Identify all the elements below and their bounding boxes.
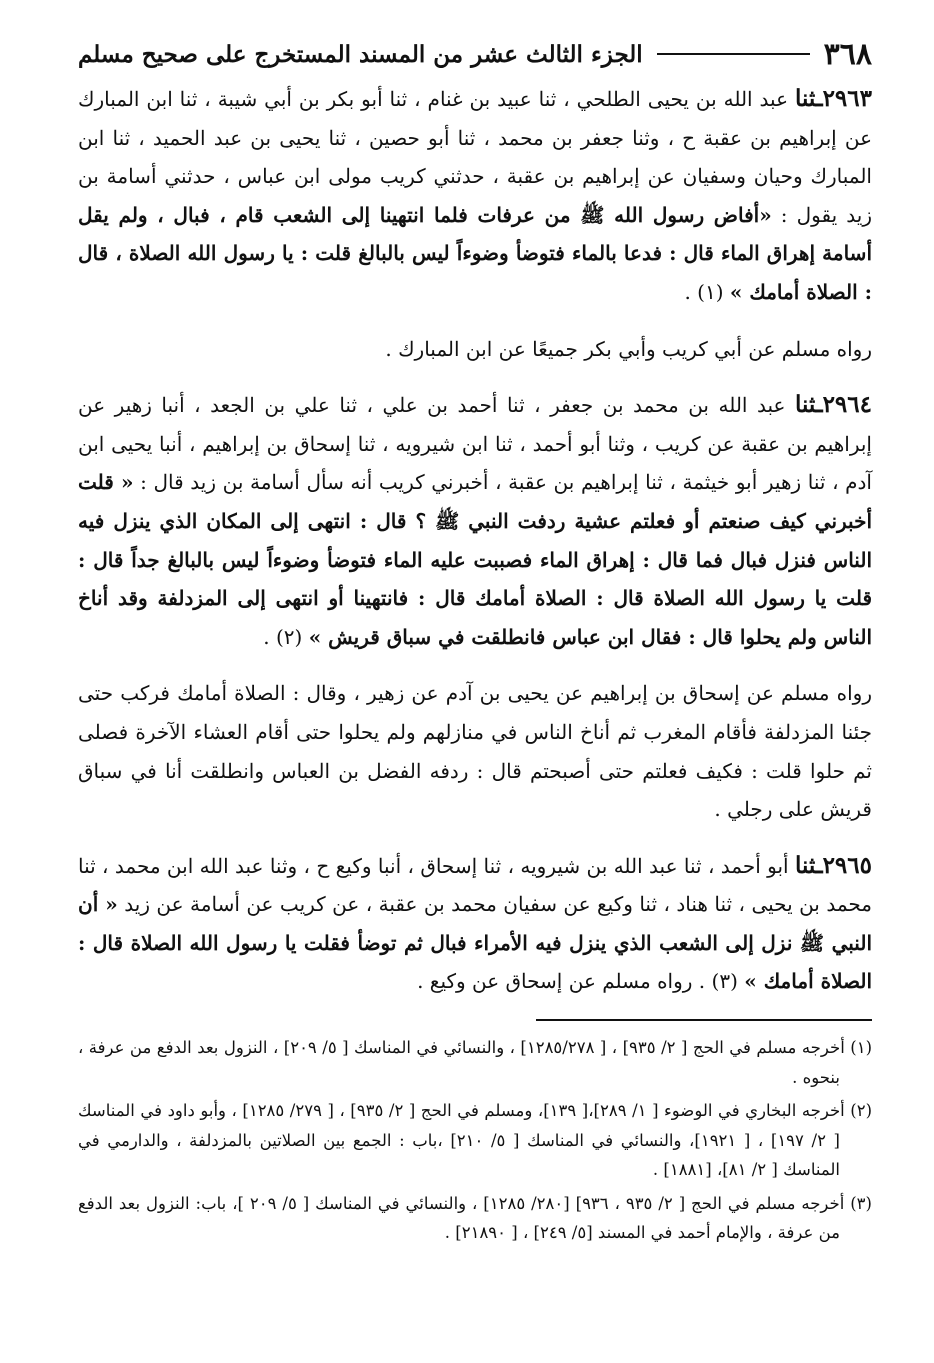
hadith-isnad: عبد الله بن يحيى الطلحي ، ثنا عبيد بن غنام ، ثنا أبو بكر بن أبي شيبة ، ثنا ابن المبارك عن إبراهيم بن عقبة ح ، وثنا جعفر بن محمد ، ثنا أبو حصين ، ثنا يحيى بن عبد الحميد ، ثنا ابن المبارك وحيان وسفيان عن إبراهيم بن عقبة ، حدثني كريب مولى ابن عباس ، حدثني أسامة بن زيد يقول : xyxy=(78,87,872,227)
hadith-isnad: أبو أحمد ، ثنا عبد الله بن شيرويه ، ثنا إسحاق ، أنبا وكيع ح ، وثنا عبد الله ابن محمد ، ثنا محمد بن يحيى ، ثنا هناد ، ثنا وكيع عن سفيان محمد بن عقبة ، عن كريب عن أسامة عن زيد xyxy=(78,853,873,917)
hadith-2964 xyxy=(78,386,872,656)
footnotes xyxy=(78,1033,872,1248)
hadith-matn: « أن النبي ﷺ نزل إلى الشعب الذي ينزل فيه الأمراء فبال ثم توضأ فقلت يا رسول الله الصلاة قال : الصلاة أمامك » xyxy=(78,892,872,994)
footnote-2: (٢) أخرجه البخاري في الوضوء [ ١/ ٢٨٩]،[ ١٣٩]، ومسلم في الحج [ ٢/ ٩٣٥] ، [ ٢٧٩/ ١٢٨٥] ، وأبو داود في المناسك [ ٢/ ١٩٧] ، [ ١٩٢١]، والنسائي في المناسك [ ٥/ ٢١٠] ،باب : الجمع بين الصلاتين بالمزدلفة ، والدارمي في المناسك [ ٢/ ٨١]، [١٨٨١] . xyxy=(78,1101,873,1180)
hadith-number: ٢٩٦٥ـثنا xyxy=(794,851,872,879)
header-rule xyxy=(657,53,810,55)
commentary-1: رواه مسلم عن أبي كريب وأبي بكر جميعًا عن ابن المبارك . xyxy=(385,336,872,361)
footnote-ref: (١) . xyxy=(684,279,730,304)
hadith-isnad: عبد الله بن محمد بن جعفر ، ثنا أحمد بن علي ، ثنا علي بن الجعد ، أنبا زهير عن إبراهيم بن عقبة عن كريب ، وثنا أبو أحمد ، ثنا ابن شيرويه ، ثنا إسحاق بن إبراهيم ، أنبا يحيى ابن آدم ، ثنا زهير أبو خيثمة ، ثنا إبراهيم بن عقبة ، أخبرني كريب أنه سأل أسامة بن زيد قال : xyxy=(78,393,872,495)
hadith-2963 xyxy=(78,80,872,312)
commentary-2: رواه مسلم عن إسحاق بن إبراهيم عن يحيى بن آدم عن زهير ، وقال : الصلاة أمامك فركب حتى جئنا المزدلفة فأقام المغرب ثم أناخ الناس في منازلهم ولم يحلوا حتى أقام العشاء الآخرة فصلى ثم حلوا قلت : فكيف فعلتم حتى أصبحتم قال : ردفه الفضل بن العباس وانطلقت أنا في سباق قريش على رجلي . xyxy=(78,681,872,822)
footnote-3: (٣) أخرجه مسلم في الحج [ ٢/ ٩٣٥ ، ٩٣٦] [٢٨٠/ ١٢٨٥] ، والنسائي في المناسك [ ٥/ ٢٠٩ ]، باب: النزول بعد الدفع من عرفة ، والإمام أحمد في المسند [٥/ ٢٤٩] ، [ ٢١٨٩٠] . xyxy=(78,1193,872,1243)
running-title: الجزء الثالث عشر من المسند المستخرج على صحيح مسلم xyxy=(78,40,643,68)
hadith-matn: « قلت أخبرني كيف صنعتم أو فعلتم عشية ردفت النبي ﷺ ؟ قال : انتهى إلى المكان الذي ينزل فيه الناس فنزل فبال فما قال : إهراق الماء فصببت عليه الماء فتوضأ وضوءاً ليس بالبالغ جداً قال : قلت يا رسول الله الصلاة قال : الصلاة أمامك قال : فانتهينا أو انتهى إلى المزدلفة وقد أناخ الناس ولم يحلوا قال : فقال ابن عباس فانطلقت في سباق قريش » xyxy=(78,470,873,649)
footnote-ref: (٢) . xyxy=(263,624,309,649)
page-body xyxy=(78,80,872,1001)
hadith-number: ٢٩٦٤ـثنا xyxy=(794,391,872,419)
footnote-1: (١) أخرجه مسلم في الحج [ ٢/ ٩٣٥] ، [ ١٢٨٥/٢٧٨] ، والنسائي في المناسك [ ٥/ ٢٠٩] ، النزول بعد الدفع من عرفة ، بنحوه . xyxy=(78,1038,872,1087)
page-header xyxy=(78,28,872,80)
hadith-2965 xyxy=(78,847,872,1001)
page-number: ٣٦٨ xyxy=(823,36,872,72)
footnote-rule xyxy=(536,1019,872,1021)
hadith-number: ٢٩٦٣ـثنا xyxy=(794,85,872,112)
footnote-ref: (٣) . رواه مسلم عن إسحاق عن وكيع . xyxy=(417,969,745,994)
hadith-matn: «أفاض رسول الله ﷺ من عرفات فلما انتهينا إلى الشعب قام ، فبال ، ولم يقل أسامة إهراق الماء قال : فدعا بالماء فتوضأ وضوءاً ليس بالبالغ قلت : يا رسول الله الصلاة ، قال : الصلاة أمامك » xyxy=(78,202,872,304)
